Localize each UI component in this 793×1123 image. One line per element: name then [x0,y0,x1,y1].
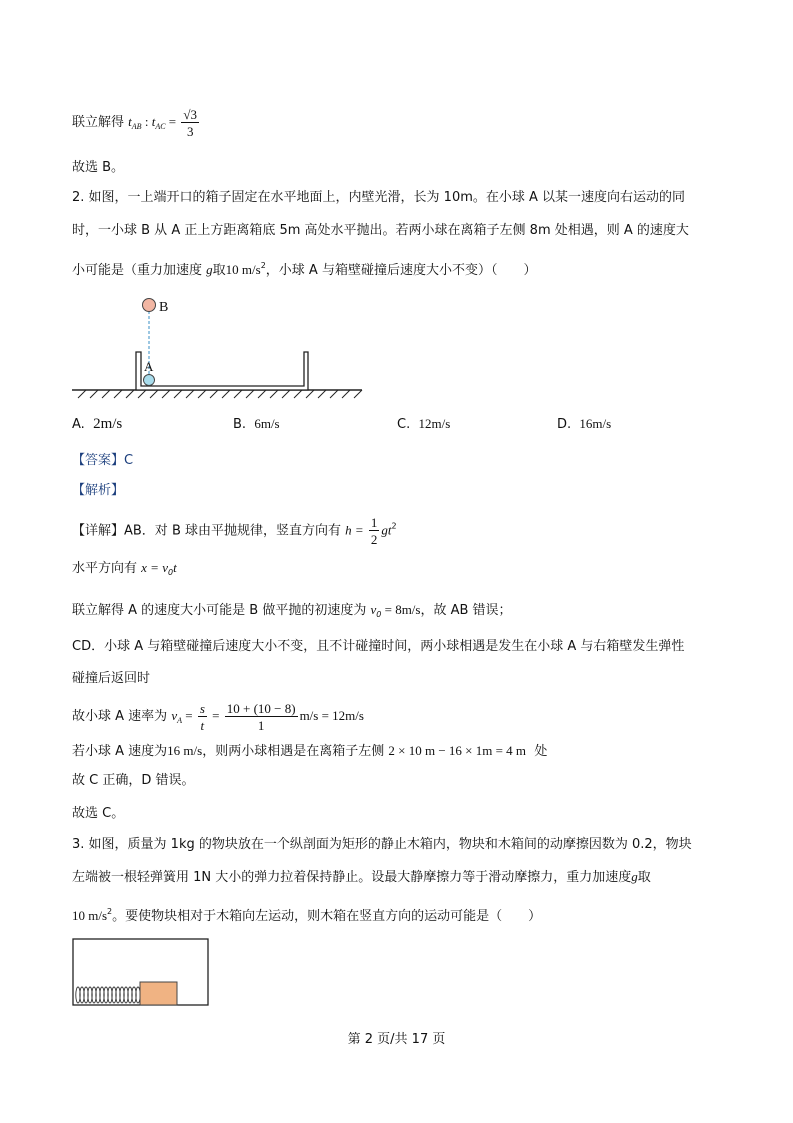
ratio-expression: $t_{AB}$ : $t_{AC}$ = $\frac{√3}{3}$ [128,107,198,139]
box-outline [136,352,308,390]
choose-c: 故选 C。 [72,806,125,821]
choose-b: 故选 B。 [72,160,125,175]
option-d[interactable]: D. 16m/s [557,416,612,432]
option-a[interactable]: A. 2m/s [72,416,123,432]
ball-b-label: B [159,300,169,315]
cd-line2: 碰撞后返回时 [72,671,151,686]
solve-ratio-line: 联立解得 $t_{AB}$ : $t_{AC}$ = $\frac{√3}{3}$ [72,108,201,138]
detail-line: 【详解】AB．对 B 球由平抛规律，竖直方向有 h = $\frac{1}{2}$ $gt^2$ [72,515,397,547]
q2-figure [72,292,372,402]
analysis-tag: 【解析】 [72,483,125,498]
if-line: 若小球 A 速度为16 m/s，则两小球相遇是在离箱子左侧 2 × 10 m − 16 × 1m = 4 m 处 [72,743,548,759]
ratio-fraction: $\frac{√3}{3}$ [183,107,198,139]
option-b[interactable]: B. 6m/s [233,416,280,432]
c-correct: 故 C 正确，D 错误。 [72,773,195,788]
ball-a [144,375,155,386]
q2-stem-line1: 2. 如图，一上端开口的箱子固定在水平地面上，内壁光滑，长为 10m。在小球 A 以某一速度向右运动的同 [72,190,686,205]
ball-a-label: A [144,359,154,374]
ball-b [143,299,156,312]
horizontal-line: 水平方向有 $x = v_0t$ [72,560,177,577]
q3-figure [72,938,212,1008]
q3-line3: 10 $m/s^2$。要使物块相对于木箱向左运动，则木箱在竖直方向的运动可能是（ ） [72,907,542,924]
q3-line2: 左端被一根轻弹簧用 1N 大小的弹力拉着保持静止。设最大静摩擦力等于滑动摩擦力，重力加速度g取 [72,869,651,885]
block [140,982,177,1005]
q3-line1: 3. 如图，质量为 1kg 的物块放在一个纵剖面为矩形的静止木箱内，物块和木箱间的动摩擦因数为 0.2，物块 [72,837,692,852]
cd-line1: CD．小球 A 与箱壁碰撞后速度大小不变，且不计碰撞时间，两小球相遇是发生在小球 A 与右箱壁发生弹性 [72,639,685,654]
conclusion-ab: 联立解得 A 的速度大小可能是 B 做平抛的初速度为 $v_0 = 8m/s$，故 AB 错误； [72,602,512,619]
answer-tag: 【答案】C [72,453,134,468]
page-footer: 第 2 页/共 17 页 [347,1032,446,1047]
q2-stem-line2: 时，一小球 B 从 A 正上方距离箱底 5m 高处水平抛出。若两小球在离箱子左侧 8m 处相遇，则 A 的速度大 [72,223,689,238]
option-c[interactable]: C. 12m/s [397,416,451,432]
ground-hatching [72,390,362,398]
q2-stem-line3: 小可能是（重力加速度 g取10 $m/s^2$，小球 A 与箱壁碰撞后速度大小不变）（ ） [72,261,537,278]
rate-line: 故小球 A 速率为 $v_A$ = $\frac{s}{t}$ = $\frac{10 + (10 - 8)}{1}$ m/s = 12m/s [72,701,364,733]
